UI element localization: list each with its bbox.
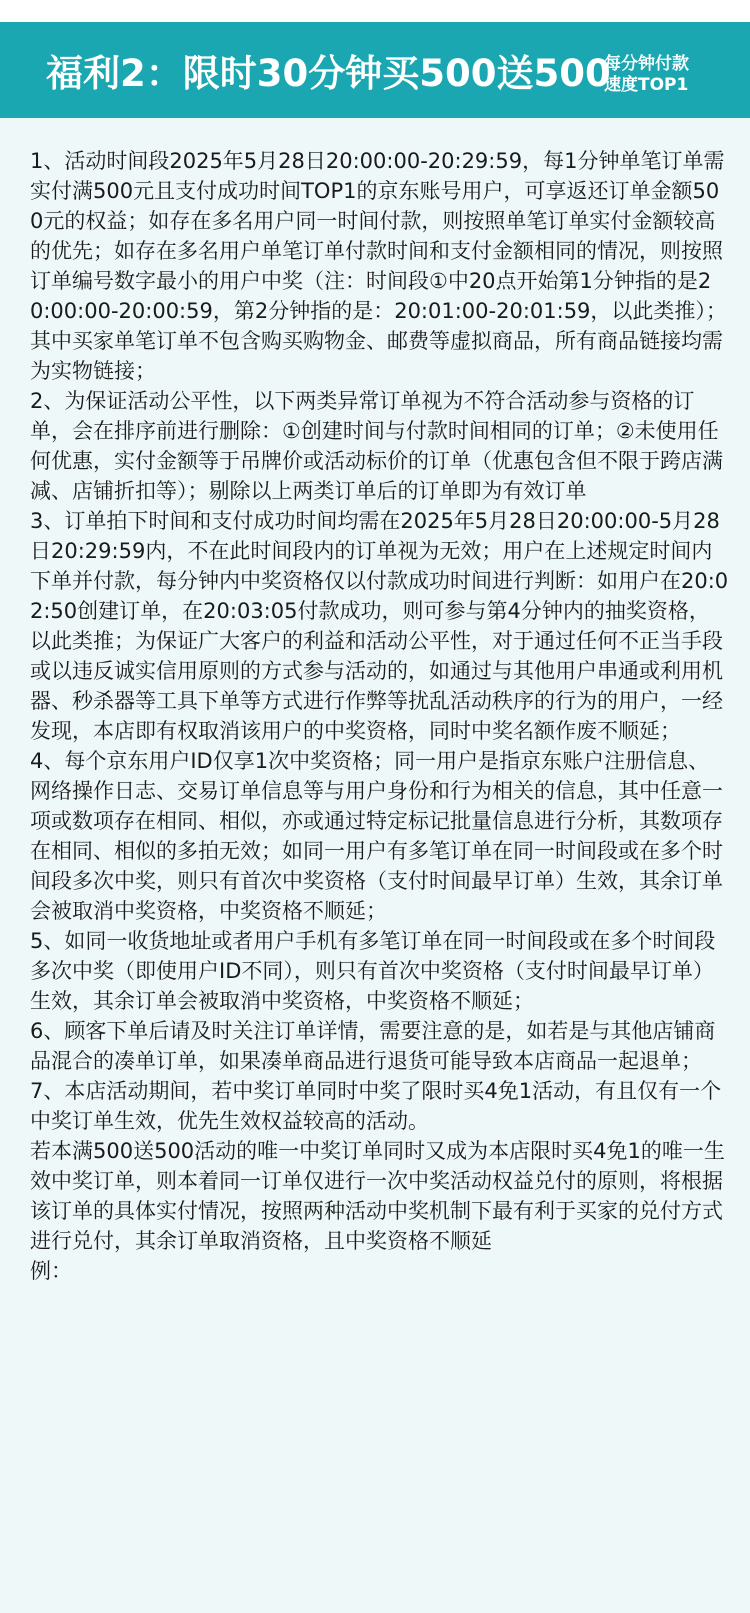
rules-body — [30, 146, 730, 1286]
rule-5: 5、如同一收货地址或者用户手机有多笔订单在同一时间段或在多个时间段多次中奖（即使用户ID不同），则只有首次中奖资格（支付时间最早订单）生效，其余订单会被取消中奖资格，中奖资格不顺延； — [30, 929, 716, 1013]
speed-badge — [604, 54, 689, 96]
badge-line-1: 每分钟付款 — [604, 54, 689, 74]
rule-2: 2、为保证活动公平性，以下两类异常订单视为不符合活动参与资格的订单，会在排序前进行删除：①创建时间与付款时间相同的订单；②未使用任何优惠，实付金额等于吊牌价或活动标价的订单（优惠包含但不限于跨店满减、店铺折扣等）；剔除以上两类订单后的订单即为有效订单 — [30, 389, 723, 503]
rule-6: 6、顾客下单后请及时关注订单详情，需要注意的是，如若是与其他店铺商品混合的凑单订单，如果凑单商品进行退货可能导致本店商品一起退单； — [30, 1019, 716, 1073]
rule-7: 7、本店活动期间，若中奖订单同时中奖了限时买4免1活动，有且仅有一个中奖订单生效，优先生效权益较高的活动。 — [30, 1079, 722, 1133]
rule-1: 1、活动时间段2025年5月28日20:00:00-20:29:59，每1分钟单笔订单需实付满500元且支付成功时间TOP1的京东账号用户，可享返还订单金额500元的权益；如存在多名用户同一时间付款，则按照单笔订单实付金额较高的优先；如存在多名用户单笔订单付款时间和支付金额相同的情况，则按照订单编号数字最小的用户中奖（注：时间段①中20点开始第1分钟指的是20:00:00-20:00:59，第2分钟指的是：20:01:00-20:01:59，以此类推）；其中买家单笔订单不包含购买购物金、邮费等虚拟商品，所有商品链接均需为实物链接； — [30, 149, 727, 383]
rule-3: 3、订单拍下时间和支付成功时间均需在2025年5月28日20:00:00-5月28日20:29:59内，不在此时间段内的订单视为无效；用户在上述规定时间内下单并付款，每分钟内中奖资格仅以付款成功时间进行判断：如用户在20:02:50创建订单，在20:03:05付款成功，则可参与第4分钟内的抽奖资格，以此类推；为保证广大客户的利益和活动公平性，对于通过任何不正当手段或以违反诚实信用原则的方式参与活动的，如通过与其他用户串通或利用机器、秒杀器等工具下单等方式进行作弊等扰乱活动秩序的行为的用户，一经发现，本店即有权取消该用户的中奖资格，同时中奖名额作废不顺延； — [30, 509, 729, 743]
page-title: 福利2：限时30分钟买500送500 — [46, 52, 611, 95]
rule-7-note: 若本满500送500活动的唯一中奖订单同时又成为本店限时买4免1的唯一生效中奖订单，则本着同一订单仅进行一次中奖活动权益兑付的原则，将根据该订单的具体实付情况，按照两种活动中奖机制下最有利于买家的兑付方式进行兑付，其余订单取消资格，且中奖资格不顺延 — [30, 1139, 725, 1253]
top-strip — [0, 0, 750, 22]
header-banner — [0, 22, 750, 118]
rule-4: 4、每个京东用户ID仅享1次中奖资格；同一用户是指京东账户注册信息、网络操作日志、交易订单信息等与用户身份和行为相关的信息，其中任意一项或数项存在相同、相似，亦或通过特定标记批量信息进行分析，其数项存在相同、相似的多拍无效；如同一用户有多笔订单在同一时间段或在多个时间段多次中奖，则只有首次中奖资格（支付时间最早订单）生效，其余订单会被取消中奖资格，中奖资格不顺延； — [30, 749, 723, 923]
example-label: 例： — [30, 1259, 72, 1283]
badge-line-2: 速度TOP1 — [604, 75, 689, 95]
